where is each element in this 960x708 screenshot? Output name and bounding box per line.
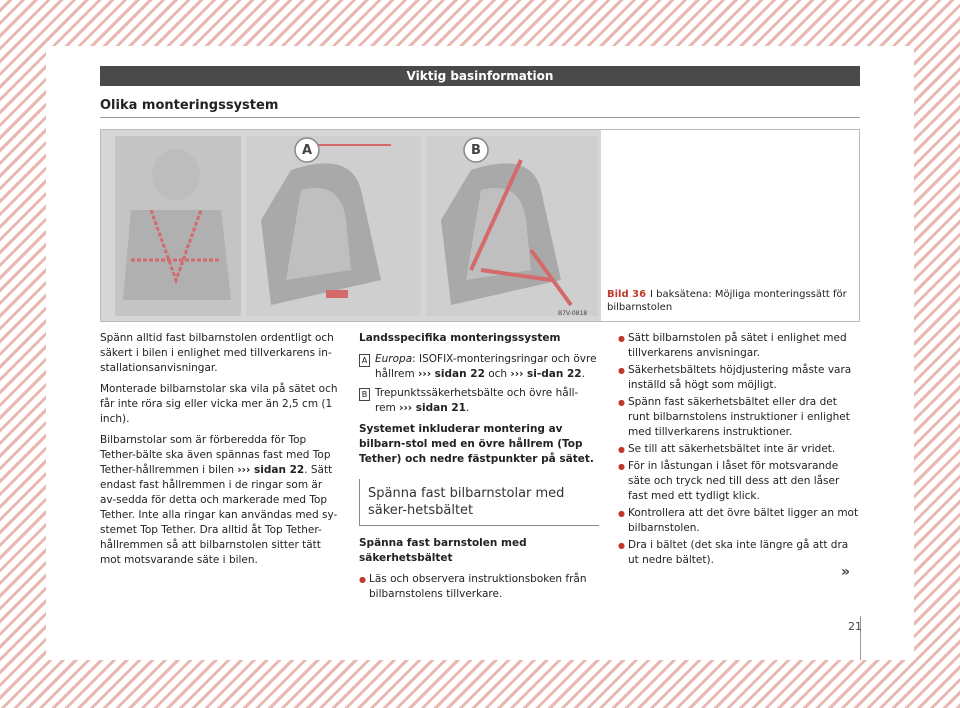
- divider: [100, 117, 860, 118]
- column-3: [618, 331, 860, 570]
- section-title: Olika monteringssystem: [100, 98, 279, 113]
- bullet-item: ● För in låstungan i låset för motsvarande säte och tryck ned till dess att den låser fast med ett tydligt klick.: [618, 459, 860, 504]
- page-link[interactable]: ››› si-dan 22: [510, 368, 582, 380]
- list-item: [359, 386, 599, 416]
- figure-image: [101, 130, 601, 321]
- heading: Spänna fast bilbarnstolar med säker-hetsbältet: [359, 479, 599, 526]
- figure-code: B7V-0818: [558, 310, 588, 317]
- text: .: [465, 402, 470, 414]
- list-item: [359, 352, 599, 382]
- bullet-item: ● Sätt bilbarnstolen på sätet i enlighet med tillverkarens anvisningar.: [618, 331, 860, 361]
- paragraph: Spänn alltid fast bilbarnstolen ordentligt och säkert i bilen i enlighet med tillverkarens in-stallationsanvisningar.: [100, 332, 334, 374]
- figure: [100, 129, 860, 322]
- emphasis: Europa: [375, 353, 413, 365]
- page-link[interactable]: ››› sidan 21: [399, 402, 466, 414]
- page: [46, 46, 914, 660]
- bold-paragraph: Systemet inkluderar montering av bilbarn-stol med en övre hållrem (Top Tether) och nedre fästpunkter på sätet.: [359, 423, 594, 465]
- paragraph: Monterade bilbarnstolar ska vila på sätet och får inte röra sig eller vicka mer än 2,5 cm (1 inch).: [100, 383, 338, 425]
- column-1: [100, 331, 340, 574]
- figure-number: Bild 36: [607, 289, 647, 300]
- continue-arrow: »: [841, 564, 851, 580]
- figure-caption: [607, 288, 855, 314]
- tag-b: B: [359, 388, 370, 401]
- text: .: [581, 368, 585, 380]
- text: Trepunktssäkerhetsbälte och övre håll-rem: [375, 387, 579, 414]
- bullet-item: ● Säkerhetsbältets höjdjustering måste vara inställd så högt som möjligt.: [618, 363, 860, 393]
- subheading: Spänna fast barnstolen med säkerhetsbältet: [359, 537, 527, 564]
- subheading: Landsspecifika monteringssystem: [359, 332, 561, 344]
- paragraph: [100, 433, 340, 568]
- label-b: B: [471, 143, 481, 158]
- page-link[interactable]: ››› sidan 22: [237, 464, 305, 476]
- label-a: A: [302, 143, 313, 158]
- text: . Sätt endast fast hållremmen i de ringar som är av-sedda för detta och markerade med Top Tether. Inte alla ringar kan användas med sy-stemet Top Tether. Dra alltid åt Top Tether-hållremmen så att bilbarnstolen sitter tätt mot motsvarande säte i bilen.: [100, 464, 338, 566]
- text: och: [484, 368, 511, 380]
- page-number: 21: [848, 620, 862, 633]
- figure-caption-text: I baksätena: Möjliga monteringssätt för bilbarnstolen: [607, 289, 847, 313]
- tag-a: A: [359, 354, 370, 367]
- column-2: [359, 331, 599, 604]
- bullet-item: ● Se till att säkerhetsbältet inte är vridet.: [618, 442, 860, 457]
- bullet-item: ● Dra i bältet (det ska inte längre gå att dra ut nedre bältet).: [618, 538, 860, 568]
- chapter-header: Viktig basinformation: [100, 66, 860, 86]
- page-link[interactable]: ››› sidan 22: [418, 368, 485, 380]
- text: : ISOFIX-monteringsringar och övre hållrem: [375, 353, 597, 380]
- bullet-item: ● Kontrollera att det övre bältet ligger an mot bilbarnstolen.: [618, 506, 860, 536]
- bullet-item: ● Spänn fast säkerhetsbältet eller dra det runt bilbarnstolens instruktioner i enlighet med tillverkarens instruktioner.: [618, 395, 860, 440]
- bullet-item: ● Läs och observera instruktionsboken från bilbarnstolens tillverkare.: [359, 572, 599, 602]
- text: Bilbarnstolar som är förberedda för Top Tether-bälte ska även spännas fast med Top Tether-hållremmen i bilen: [100, 434, 331, 476]
